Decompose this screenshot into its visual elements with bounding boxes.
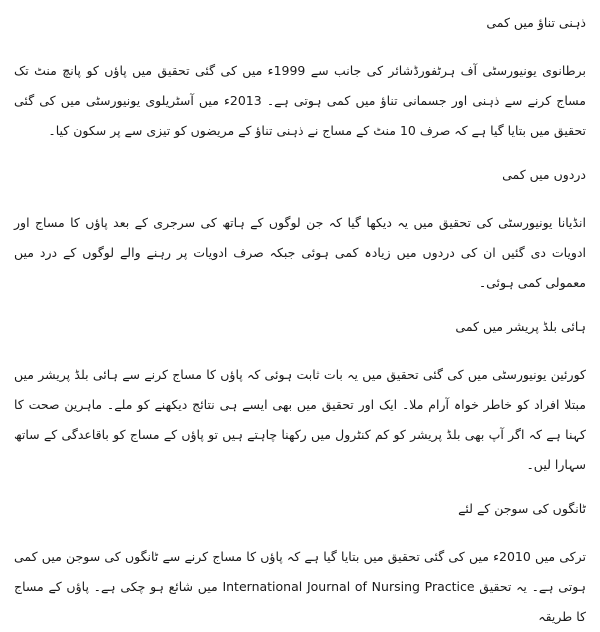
section-heading-pain: دردوں میں کمی [502,167,586,182]
section-paragraph-leg-swelling [14,542,586,632]
section-heading-leg-swelling: ٹانگوں کی سوجن کے لئے [458,501,586,516]
section-heading-blood-pressure: ہائی بلڈ پریشر میں کمی [455,319,586,334]
paragraph-leg-swelling-cut: International Journal of Nursing Practice میں شائع ہو چکی ہے۔ پاؤں کے مساج کا طریقہ [14,579,586,624]
section-heading-stress: ذہنی تناؤ میں کمی [486,15,586,30]
section-paragraph-blood-pressure: کورئین یونیورسٹی میں کی گئی تحقیق میں یہ بات ثابت ہوئی کہ پاؤں کا مساج کرنے سے ہائی بلڈ پریشر میں مبتلا افراد کو خاطر خواہ آرام ملا۔ ایک اور تحقیق میں بھی ایسے ہی نتائج دیکھنے کو ملے۔ ماہرین صحت کا کہنا ہے کہ اگر آپ بھی بلڈ پریشر کو کم کنٹرول میں رکھنا چاہتے ہیں تو پاؤں کے مساج کو باقاعدگی کے ساتھ سہارا لیں۔ [14,367,586,472]
section-paragraph-pain: انڈیانا یونیورسٹی کی تحقیق میں یہ دیکھا گیا کہ جن لوگوں کے ہاتھ کی سرجری کے بعد پاؤں کا مساج اور ادویات دی گئیں ان کی دردوں میں زیادہ کمی ہوئی جبکہ صرف ادویات پر رہنے والے لوگوں کے درد میں معمولی کمی ہوئی۔ [14,215,586,290]
section-paragraph-stress: برطانوی یونیورسٹی آف ہرٹفورڈشائر کی جانب سے 1999ء میں کی گئی تحقیق میں پاؤں کو پانچ منٹ تک مساج کرنے سے ذہنی اور جسمانی تناؤ میں کمی ہوتی ہے۔ 2013ء میں آسٹریلوی یونیورسٹی میں کی گئی تحقیق میں بتایا گیا ہے کہ صرف 10 منٹ کے مساج نے ذہنی تناؤ کے مریضوں کو تیزی سے پر سکون کیا۔ [14,63,586,138]
paragraph-leg-swelling-text: ترکی میں 2010ء میں کی گئی تحقیق میں بتایا گیا ہے کہ پاؤں کا مساج کرنے سے ٹانگوں کی سوجن میں کمی ہوتی ہے۔ یہ تحقیق [14,549,586,594]
